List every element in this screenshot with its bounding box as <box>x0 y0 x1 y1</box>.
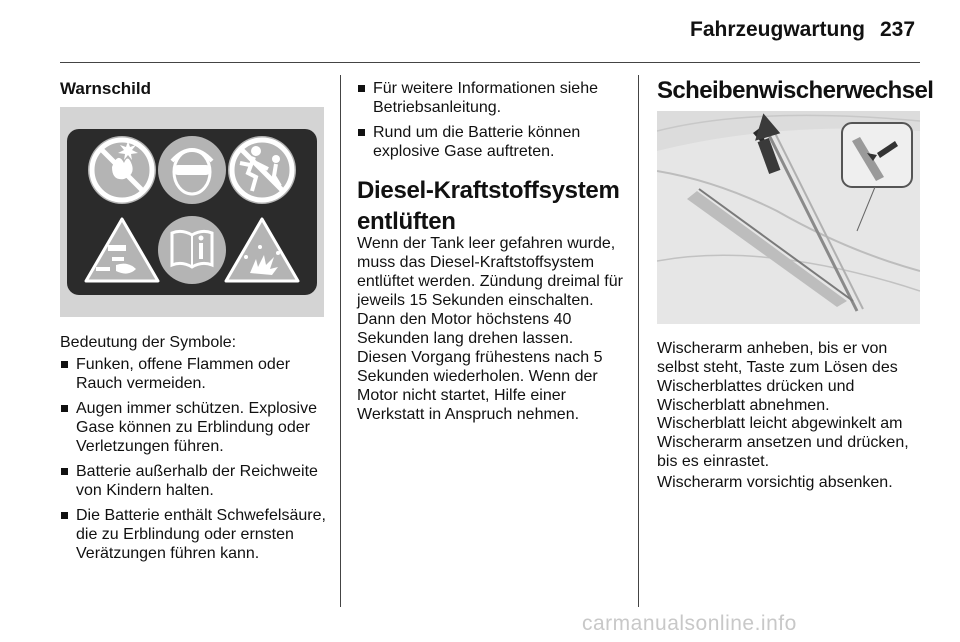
wiper-section-heading: Scheibenwischerwechsel <box>657 77 934 104</box>
keep-away-from-children-icon <box>228 136 296 204</box>
list-item: Für weitere Informationen siehe Betriebsanleitung. <box>357 79 625 117</box>
page-header-title: Fahrzeugwartung <box>690 18 866 41</box>
no-fire-icon <box>88 136 156 204</box>
warnschild-heading: Warnschild <box>60 79 151 98</box>
list-item: Die Batterie enthält Schwefelsäure, die zu Erblindung oder ernsten Verätzungen führen kann. <box>60 506 330 563</box>
diesel-heading-line-1: Diesel-Kraftstoffsystem <box>357 177 620 204</box>
wiper-step-2: Wischerblatt leicht abgewinkelt am Wischerarm ansetzen und drücken, bis es einrastet. <box>657 415 909 470</box>
list-item: Augen immer schützen. Explosive Gase können zu Erblindung oder Verletzungen führen. <box>60 399 330 456</box>
column-divider-left <box>340 75 341 607</box>
warning-label-illustration <box>60 107 324 317</box>
battery-notes-list <box>357 79 625 167</box>
read-manual-icon <box>158 216 226 284</box>
symbols-intro: Bedeutung der Symbole: <box>60 334 237 351</box>
diesel-section-heading <box>357 175 620 237</box>
wiper-figure <box>657 111 920 324</box>
wiper-replacement-illustration <box>657 111 920 324</box>
wiper-step-3: Wischerarm vorsichtig absenken. <box>657 474 893 491</box>
list-item: Batterie außerhalb der Reichweite von Kindern halten. <box>60 462 330 500</box>
column-divider-right <box>638 75 639 607</box>
wiper-step-1: Wischerarm anheben, bis er von selbst steht, Taste zum Lösen des Wischerblattes drücken und Wischerblatt abnehmen. <box>657 340 898 414</box>
diesel-heading-line-2: entlüften <box>357 208 456 235</box>
eye-protection-icon <box>158 136 226 204</box>
warning-label-figure <box>60 107 324 317</box>
diesel-section-body: Wenn der Tank leer gefahren wurde, muss das Diesel-Kraftstoffsystem entlüftet werden. Zündung dreimal für jeweils 15 Sekunden einschalten. Dann den Motor höchstens 40 Sekunden lang drehen lassen. Diesen Vorgang frühestens nach 5 Sekunden wiederholen. Wenn der Motor nicht startet, Hilfe einer Werkstatt in Anspruch nehmen. <box>357 235 623 423</box>
list-item: Funken, offene Flammen oder Rauch vermeiden. <box>60 355 330 393</box>
page-number: 237 <box>880 18 916 41</box>
watermark: carmanualsonline.info <box>582 612 797 635</box>
header-rule <box>60 62 920 63</box>
detail-inset <box>842 123 912 187</box>
symbols-list <box>60 355 330 569</box>
list-item: Rund um die Batterie können explosive Gase auftreten. <box>357 123 625 161</box>
